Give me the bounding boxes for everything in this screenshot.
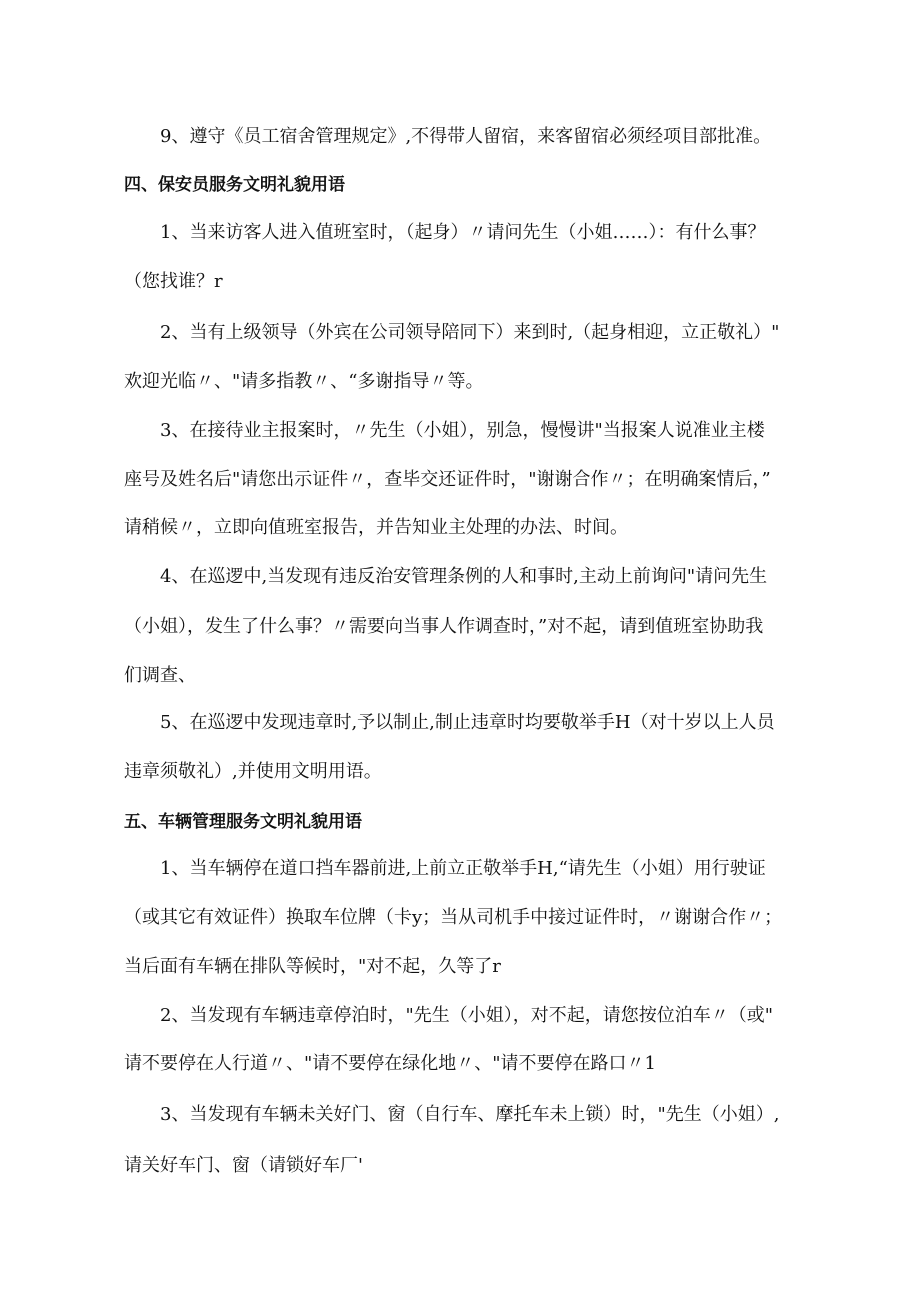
paragraph-5-line-2: 违章须敬礼）,并使用文明用语。 xyxy=(124,761,382,782)
vehicle-paragraph-1-line-3: 当后面有车辆在排队等候时，"对不起，久等了r xyxy=(124,956,501,977)
section-heading-5: 五、车辆管理服务文明礼貌用语 xyxy=(124,812,362,832)
paragraph-5-line-1: 5、在巡逻中发现违章时,予以制止,制止违章时均要敬举手H（对十岁以上人员 xyxy=(160,712,775,733)
paragraph-3-line-1: 3、在接待业主报案时，〃先生（小姐），别急，慢慢讲"当报案人说准业主楼 xyxy=(160,420,765,441)
paragraph-1-line-1: 1、当来访客人进入值班室时，（起身）〃请问先生（小姐……）：有什么事？ xyxy=(160,222,766,243)
vehicle-paragraph-1-line-1: 1、当车辆停在道口挡车器前进,上前立正敬举手H,“请先生（小姐）用行驶证 xyxy=(160,858,766,879)
paragraph-3-line-2: 座号及姓名后"请您出示证件〃，查毕交还证件时，"谢谢合作〃；在明确案情后，” xyxy=(124,469,771,490)
vehicle-paragraph-1-line-2: （或其它有效证件）换取车位牌（卡y；当从司机手中接过证件时，〃谢谢合作〃； xyxy=(124,907,783,928)
paragraph-4-line-3: 们调查、 xyxy=(124,665,196,686)
paragraph-3-line-3: 请稍候〃，立即向值班室报告，并告知业主处理的办法、时间。 xyxy=(124,517,628,538)
paragraph-rule-9: 9、遵守《员工宿舍管理规定》,不得带人留宿，来客留宿必须经项目部批准。 xyxy=(160,126,772,147)
paragraph-4-line-1: 4、在巡逻中,当发现有违反治安管理条例的人和事时,主动上前询问"请问先生 xyxy=(160,566,768,587)
paragraph-2-line-2: 欢迎光临〃、"请多指教〃、“多谢指导〃等。 xyxy=(124,371,484,392)
section-heading-4: 四、保安员服务文明礼貌用语 xyxy=(124,175,345,195)
paragraph-2-line-1: 2、当有上级领导（外宾在公司领导陪同下）来到时,（起身相迎，立正敬礼）" xyxy=(160,322,780,343)
vehicle-paragraph-2-line-2: 请不要停在人行道〃、"请不要停在绿化地〃、"请不要停在路口〃1 xyxy=(124,1053,657,1074)
paragraph-1-line-2: （您找谁？r xyxy=(124,271,223,292)
vehicle-paragraph-3-line-2: 请关好车门、窗（请锁好车厂' xyxy=(124,1155,363,1176)
vehicle-paragraph-2-line-1: 2、当发现有车辆违章停泊时，"先生（小姐），对不起，请您按位泊车〃（或" xyxy=(160,1005,774,1026)
paragraph-4-line-2: （小姐），发生了什么事？〃需要向当事人作调查时，”对不起，请到值班室协助我 xyxy=(124,616,764,637)
vehicle-paragraph-3-line-1: 3、当发现有车辆未关好门、窗（自行车、摩托车未上锁）时，"先生（小姐）, xyxy=(160,1104,780,1125)
